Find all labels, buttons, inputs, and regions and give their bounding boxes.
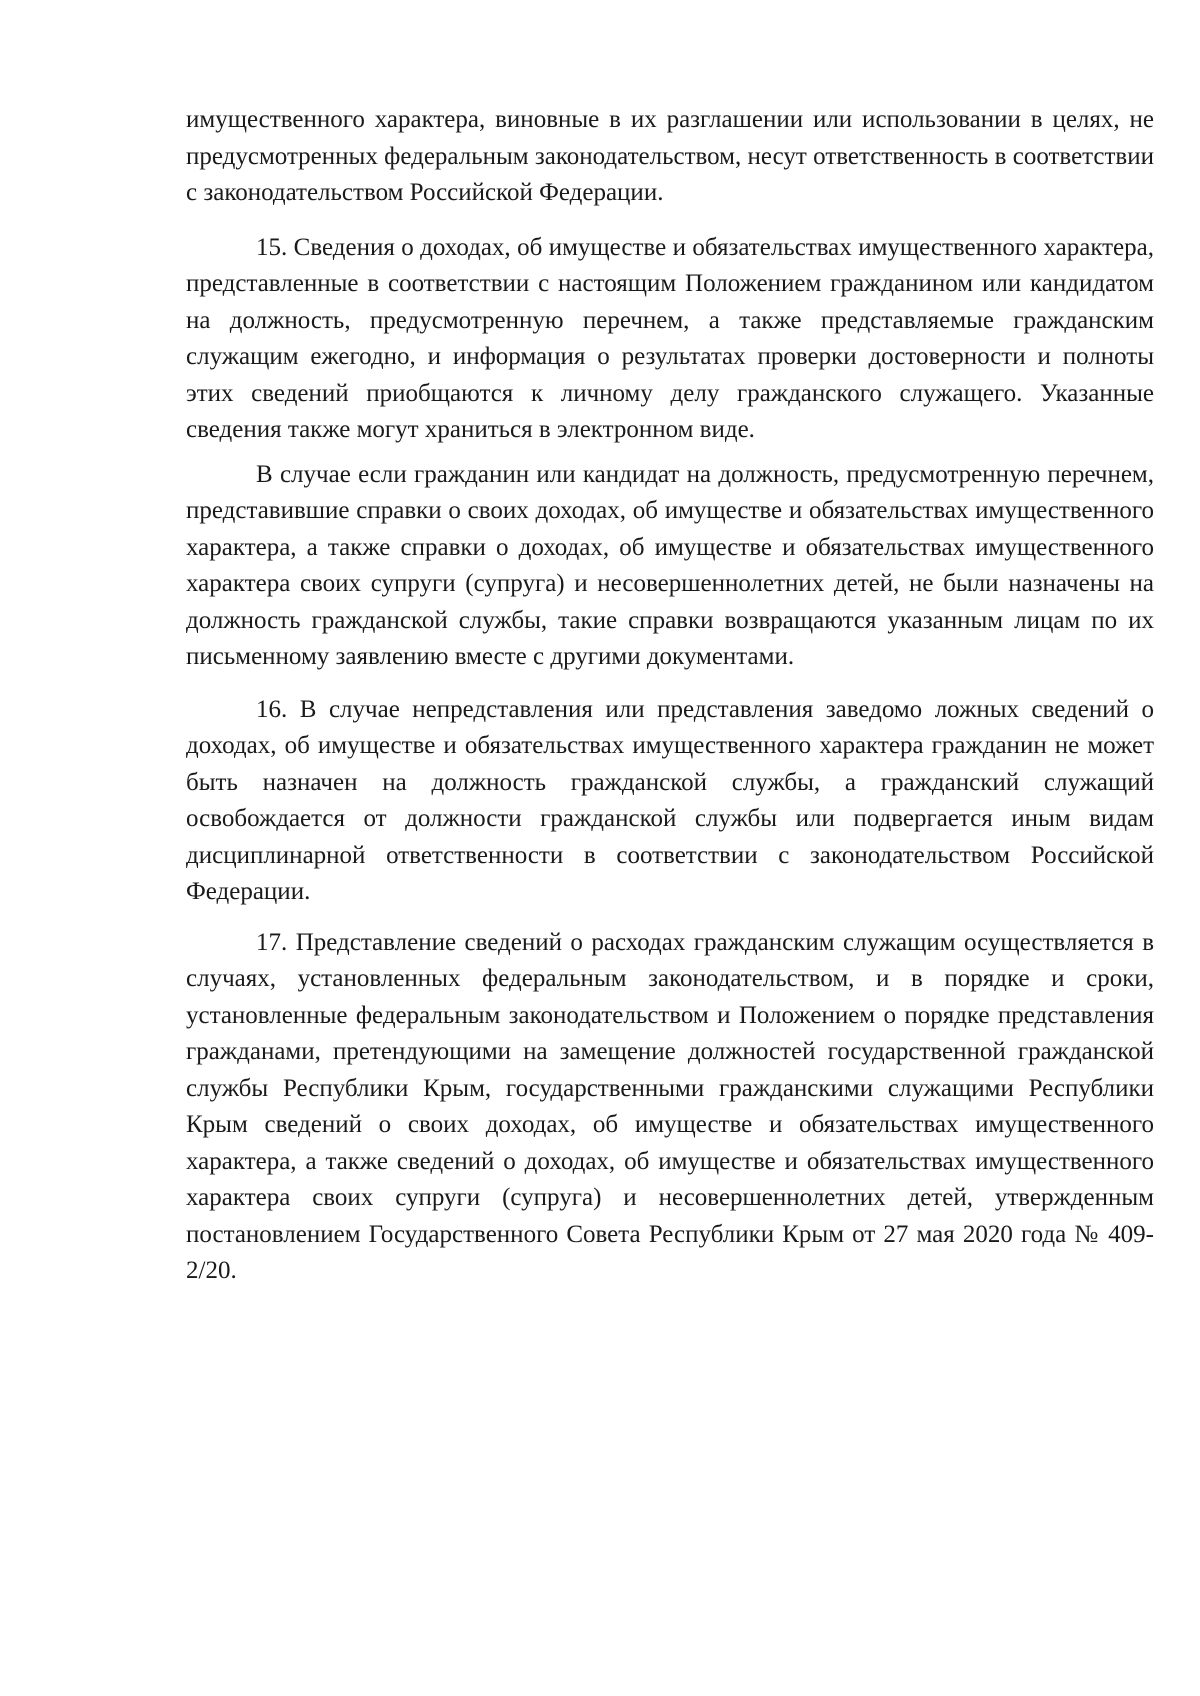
paragraph-15: 15. Сведения о доходах, об имуществе и обязательствах имущественного характера, представленные в соответствии с настоящим Положением гражданином или кандидатом на должность, предусмотренную перечнем, а также представляемые гражданским служащим ежегодно, и информация о результатах проверки достоверности и полноты этих сведений приобщаются к личному делу гражданского служащего. Указанные сведения также могут храниться в электронном виде. [186, 233, 1154, 443]
paragraph-16: 16. В случае непредставления или представления заведомо ложных сведений о доходах, об имуществе и обязательствах имущественного характера гражданин не может быть назначен на должность гражданской службы, а гражданский служащий освобождается от должности гражданской службы или подвергается иным видам дисциплинарной ответственности в соответствии с законодательством Российской Федерации. [186, 695, 1154, 905]
paragraph-continuation: имущественного характера, виновные в их разглашении или использовании в целях, не предусмотренных федеральным законодательством, несут ответственность в соответствии с законодательством Российской Федерации. [186, 106, 1154, 206]
document-body [186, 102, 1154, 1290]
paragraph-15-return-of-certificates: В случае если гражданин или кандидат на должность, предусмотренную перечнем, представившие справки о своих доходах, об имуществе и обязательствах имущественного характера, а также справки о доходах, об имуществе и обязательствах имущественного характера своих супруги (супруга) и несовершеннолетних детей, не были назначены на должность гражданской службы, такие справки возвращаются указанным лицам по их письменному заявлению вместе с другими документами. [186, 460, 1154, 670]
paragraph-17: 17. Представление сведений о расходах гражданским служащим осуществляется в случаях, установленных федеральным законодательством, и в порядке и сроки, установленные федеральным законодательством и Положением о порядке представления гражданами, претендующими на замещение должностей государственной гражданской службы Республики Крым, государственными гражданскими служащими Республики Крым сведений о своих доходах, об имуществе и обязательствах имущественного характера, а также сведений о доходах, об имуществе и обязательствах имущественного характера своих супруги (супруга) и несовершеннолетних детей, утвержденным постановлением Государственного Совета Республики Крым от 27 мая 2020 года № 409-2/20. [186, 928, 1154, 1284]
